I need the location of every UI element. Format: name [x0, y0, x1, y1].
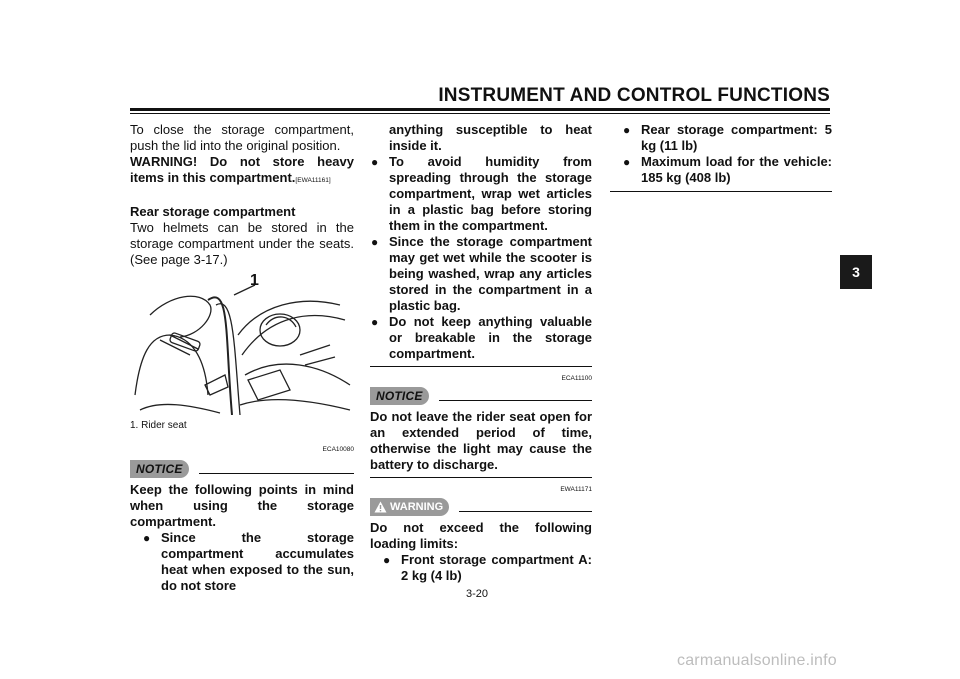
- header-rule-thin: [130, 113, 830, 114]
- warning-header-rule: [459, 511, 592, 512]
- column-3: [610, 122, 832, 192]
- page-header-title: INSTRUMENT AND CONTROL FUNCTIONS: [438, 85, 830, 106]
- list-item: ● Maximum load for the vehicle: 185 kg (408 lb): [622, 154, 832, 186]
- notice-bullet: ● Since the storage compartment accumulates heat when exposed to the sun, do not store: [142, 530, 354, 594]
- list-item: ● Rear storage compartment: 5 kg (11 lb): [622, 122, 832, 154]
- section-body: Two helmets can be stored in the storage compartment under the seats. (See page 3-17.): [130, 220, 354, 267]
- intro-paragraph: To close the storage compartment, push the lid into the original position.: [130, 122, 354, 153]
- section-rule: [370, 477, 592, 478]
- watermark: carmanualsonline.info: [677, 652, 837, 669]
- notice-header: [130, 460, 354, 478]
- page-number: 3-20: [466, 588, 489, 600]
- rider-seat-figure: [130, 272, 354, 415]
- notice-text: Do not leave the rider seat open for an extended period of time, otherwise the light may cause the battery to discharge.: [370, 409, 592, 472]
- notice-badge: NOTICE: [130, 460, 189, 478]
- column-1: [130, 122, 354, 594]
- bullet-continuation: anything susceptible to heat inside it.: [389, 122, 592, 153]
- section-rule: [370, 366, 592, 367]
- warning-bullets: [382, 552, 592, 584]
- notice-header-rule: [439, 400, 592, 401]
- warning-text: Do not exceed the following loading limits:: [370, 520, 592, 551]
- notice-lead: Keep the following points in mind when using the storage compartment.: [130, 482, 354, 529]
- figure-caption: 1. Rider seat: [130, 420, 187, 431]
- warning-badge: [370, 498, 449, 516]
- column-2: [370, 122, 592, 584]
- notice-header: [370, 387, 592, 405]
- notice-badge: NOTICE: [370, 387, 429, 405]
- rider-seat-illustration: [130, 272, 354, 415]
- section-heading: Rear storage compartment: [130, 204, 296, 219]
- warning-triangle-icon: [374, 501, 387, 513]
- notice-header-rule: [199, 473, 354, 474]
- inline-warning-text: WARNING! Do not store heavy items in this compartment.: [130, 154, 354, 185]
- warning-badge-label: WARNING: [390, 501, 444, 513]
- figure-callout-label: 1: [250, 272, 259, 289]
- chapter-tab: 3: [840, 255, 872, 289]
- list-item: ● To avoid humidity from spreading through the storage compartment, wrap wet articles in a plastic bag before storing them in the compartment.: [370, 154, 592, 234]
- storage-bullets: [370, 154, 592, 362]
- notice-code: ECA10080: [322, 446, 354, 453]
- warning-header: [370, 498, 592, 516]
- notice-code: ECA11100: [561, 375, 592, 382]
- warning-code: EWA11171: [560, 486, 592, 493]
- inline-warning-ref: [EWA11161]: [295, 177, 331, 184]
- list-item: ● Since the storage compartment may get wet while the scooter is being washed, wrap any articles stored in the compartment in a plastic bag.: [370, 234, 592, 314]
- list-item: ● Front storage compartment A: 2 kg (4 lb): [382, 552, 592, 584]
- notice-bullets: [142, 530, 354, 594]
- section-rule: [610, 191, 832, 192]
- header-rule: [130, 108, 830, 111]
- list-item: ● Do not keep anything valuable or breakable in the storage compartment.: [370, 314, 592, 362]
- load-limit-bullets: [622, 122, 832, 186]
- inline-warning: [130, 154, 354, 189]
